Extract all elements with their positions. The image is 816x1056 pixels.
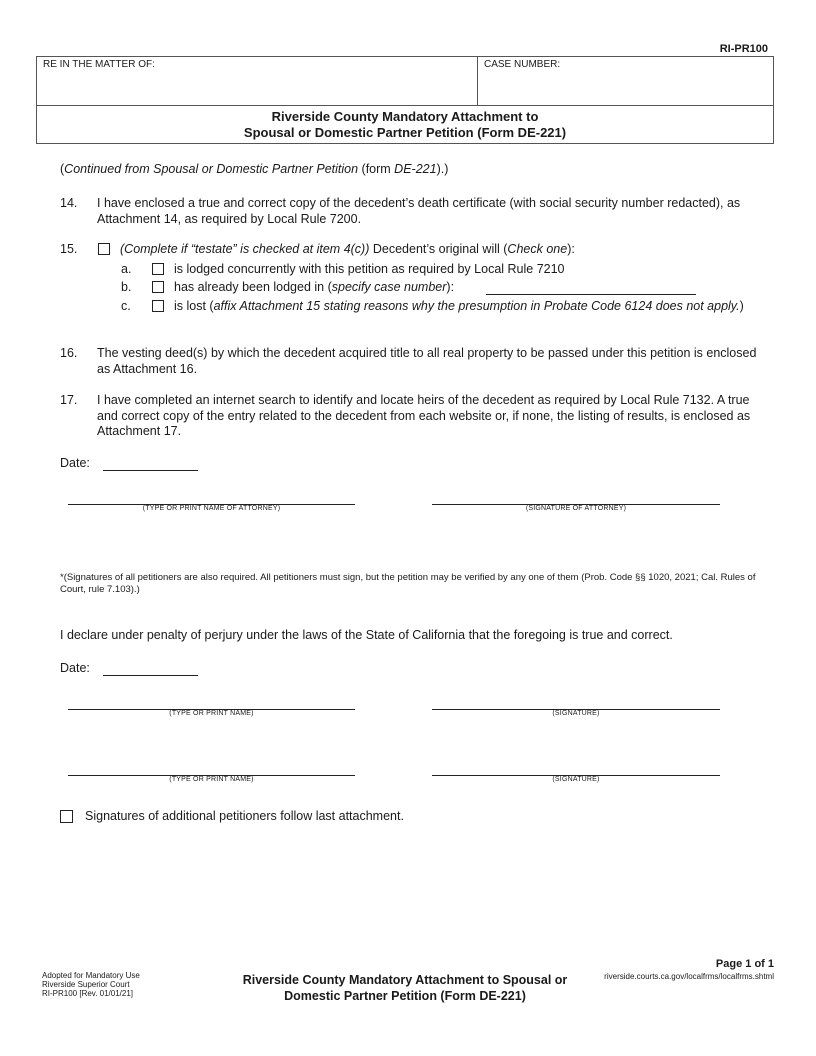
item-15a-text: is lodged concurrently with this petition as required by Local Rule 7210 <box>174 262 565 276</box>
item-15b-checkbox[interactable] <box>152 281 164 293</box>
footer-title-line1: Riverside County Mandatory Attachment to Spousal or <box>242 973 568 987</box>
item-17-text: I have completed an internet search to identify and locate heirs of the decedent as required by Local Rule 7132. A true and correct copy of the entry related to the decedent from each website or, if none, the listing of results, is enclosed as Attachment 17. <box>97 393 751 438</box>
date-field-petitioner[interactable] <box>103 675 198 676</box>
footer-title-line2: Domestic Partner Petition (Form DE-221) <box>284 989 526 1003</box>
footer-title <box>200 972 610 1004</box>
attorney-signature-line[interactable] <box>432 504 720 512</box>
signature-requirement-note: *(Signatures of all petitioners are also required. All petitioners must sign, but the petition may be verified by any one of them (Prob. Code §§ 1020, 2021; Cal. Rules of Court, rule 7.103).) <box>60 572 756 595</box>
item-15c-text <box>174 299 764 315</box>
continued-close: ).) <box>436 162 449 176</box>
footer-adoption-info <box>42 971 140 998</box>
form-title-line1: Riverside County Mandatory Attachment to <box>271 109 539 124</box>
item-15-italic-check: Check one <box>507 242 568 256</box>
continued-note <box>60 162 448 178</box>
petitioner-2-signature-caption: (SIGNATURE) <box>552 776 600 783</box>
footer-url[interactable]: riverside.courts.ca.gov/localfrms/localfrms.shtml <box>604 972 774 981</box>
header-box <box>36 56 774 144</box>
item-17-number: 17. <box>60 393 78 407</box>
continued-open: ( <box>60 162 65 176</box>
item-15b-text-main: has already been lodged in ( <box>174 280 332 294</box>
continued-italic2: DE-221 <box>394 162 437 176</box>
additional-petitioners-checkbox[interactable] <box>60 810 73 823</box>
item-15c-text-main: is lost ( <box>174 299 214 313</box>
date-field-attorney[interactable] <box>103 470 198 471</box>
item-15-mid: Decedent’s original will ( <box>369 242 508 256</box>
petitioner-2-name-line[interactable] <box>68 775 355 783</box>
petitioner-1-name-caption: (TYPE OR PRINT NAME) <box>169 710 254 717</box>
item-15c-italic: affix Attachment 15 stating reasons why the presumption in Probate Code 6124 does not apply. <box>213 299 740 313</box>
matter-field[interactable] <box>37 57 478 105</box>
item-15-text <box>120 242 760 258</box>
item-16-number: 16. <box>60 346 78 360</box>
petitioner-1-signature-line[interactable] <box>432 709 720 717</box>
item-15a-letter: a. <box>121 262 132 276</box>
date-label-petitioner: Date: <box>60 661 90 675</box>
item-15c-close: ) <box>739 299 744 313</box>
form-id: RI-PR100 <box>719 43 768 55</box>
item-15-checkbox[interactable] <box>98 243 110 255</box>
attorney-signature-caption: (SIGNATURE OF ATTORNEY) <box>525 505 627 512</box>
footer-left-line2: Riverside Superior Court <box>42 980 130 989</box>
item-16-text: The vesting deed(s) by which the decedent acquired title to all real property to be passed under this petition is enclosed as Attachment 16. <box>97 346 757 376</box>
page-number: Page 1 of 1 <box>715 958 774 970</box>
item-14-number: 14. <box>60 196 78 210</box>
footer-right <box>604 958 774 981</box>
attorney-name-caption: (TYPE OR PRINT NAME OF ATTORNEY) <box>142 505 281 512</box>
petitioner-2-signature-line[interactable] <box>432 775 720 783</box>
footer-left-line1: Adopted for Mandatory Use <box>42 971 140 980</box>
item-15b-italic: specify case number <box>331 280 447 294</box>
item-15-italic-open: (Complete if “testate” is checked at item 4(c)) <box>120 242 370 256</box>
petitioner-2-name-caption: (TYPE OR PRINT NAME) <box>169 776 254 783</box>
continued-italic1: Continued from Spousal or Domestic Partner Petition <box>64 162 359 176</box>
matter-label: RE IN THE MATTER OF: <box>43 59 155 70</box>
case-number-field[interactable] <box>478 57 774 105</box>
item-14-text: I have enclosed a true and correct copy of the decedent’s death certificate (with social security number redacted), as Attachment 14, as required by Local Rule 7200. <box>97 196 741 226</box>
petitioner-1-name-line[interactable] <box>68 709 355 717</box>
form-title-line2: Spousal or Domestic Partner Petition (Form DE-221) <box>243 125 567 140</box>
footer-left-line3: RI-PR100 [Rev. 01/01/21] <box>42 989 134 998</box>
form-title <box>37 105 773 144</box>
attorney-name-line[interactable] <box>68 504 355 512</box>
petitioner-1-signature-caption: (SIGNATURE) <box>552 710 600 717</box>
continued-mid: (form <box>358 162 395 176</box>
item-15a-checkbox[interactable] <box>152 263 164 275</box>
item-15c-checkbox[interactable] <box>152 300 164 312</box>
item-15-close: ): <box>567 242 575 256</box>
additional-petitioners-text: Signatures of additional petitioners follow last attachment. <box>85 809 404 823</box>
case-number-label: CASE NUMBER: <box>484 59 561 70</box>
date-label-attorney: Date: <box>60 456 90 470</box>
item-15-number: 15. <box>60 242 78 256</box>
item-15b-letter: b. <box>121 280 132 294</box>
case-number-blank[interactable] <box>486 294 696 295</box>
item-15b-close: ): <box>446 280 455 294</box>
perjury-declaration: I declare under penalty of perjury under the laws of the State of California that the foregoing is true and correct. <box>60 628 673 642</box>
item-15c-letter: c. <box>121 299 131 313</box>
